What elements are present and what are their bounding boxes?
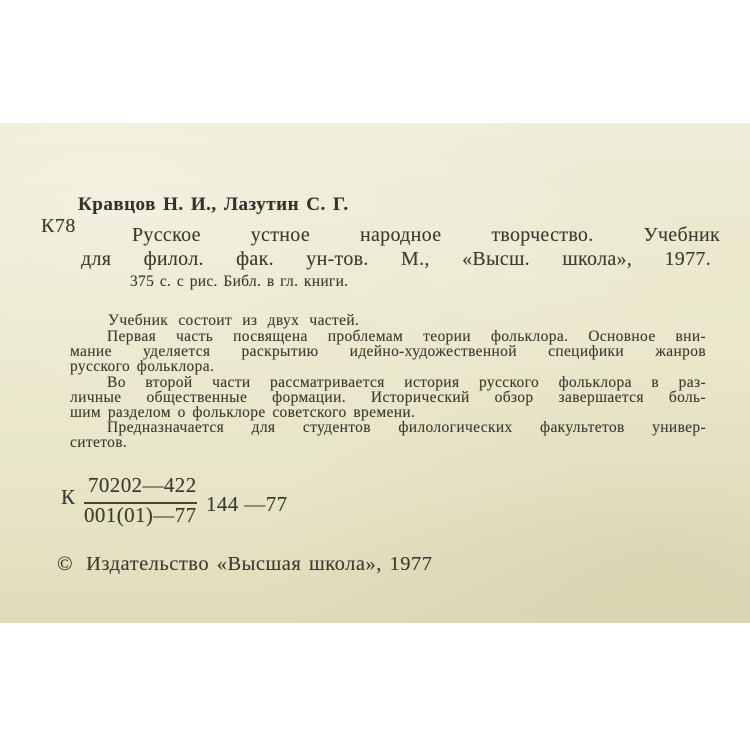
authors-line: Кравцов Н. И., Лазутин С. Г. bbox=[78, 194, 349, 215]
annotation-line: Первая часть посвящена проблемам теории фольклора. Основное вни- bbox=[107, 328, 706, 345]
annotation-line: шим разделом о фольклоре советского времени. bbox=[70, 404, 416, 421]
collation-line: 375 с. с рис. Библ. в гл. книги. bbox=[130, 273, 349, 290]
annotation-line: мание уделяется раскрытию идейно-художественной специфики жанров bbox=[70, 343, 706, 360]
catalog-suffix: 144 —77 bbox=[206, 492, 288, 516]
annotation-line: Предназначается для студентов филологических факультетов универ- bbox=[107, 419, 706, 436]
annotation-line: личные общественные формации. Исторический обзор завершается боль- bbox=[70, 389, 706, 406]
copyright-text: Издательство «Высшая школа», 1977 bbox=[86, 553, 433, 575]
title-line-2: для филол. фак. ун-тов. М., «Высш. школа», 1977. bbox=[81, 248, 711, 270]
book-imprint-page-photo bbox=[0, 123, 750, 623]
catalog-letter: К bbox=[61, 485, 76, 509]
title-line-1: Русское устное народное творчество. Учебник bbox=[132, 224, 720, 246]
annotation-line: русского фольклора. bbox=[70, 358, 215, 375]
copyright-symbol-icon: © bbox=[57, 553, 74, 575]
book-index-code: К78 bbox=[41, 215, 76, 237]
annotation-line: Учебник состоит из двух частей. bbox=[108, 312, 360, 329]
annotation-line: Во второй части рассматривается история русского фольклора в раз- bbox=[107, 374, 706, 391]
copyright-line bbox=[57, 553, 432, 577]
catalog-numerator: 70202—422 bbox=[88, 473, 197, 497]
catalog-denominator: 001(01)—77 bbox=[84, 503, 197, 527]
annotation-line: ситетов. bbox=[70, 434, 128, 451]
